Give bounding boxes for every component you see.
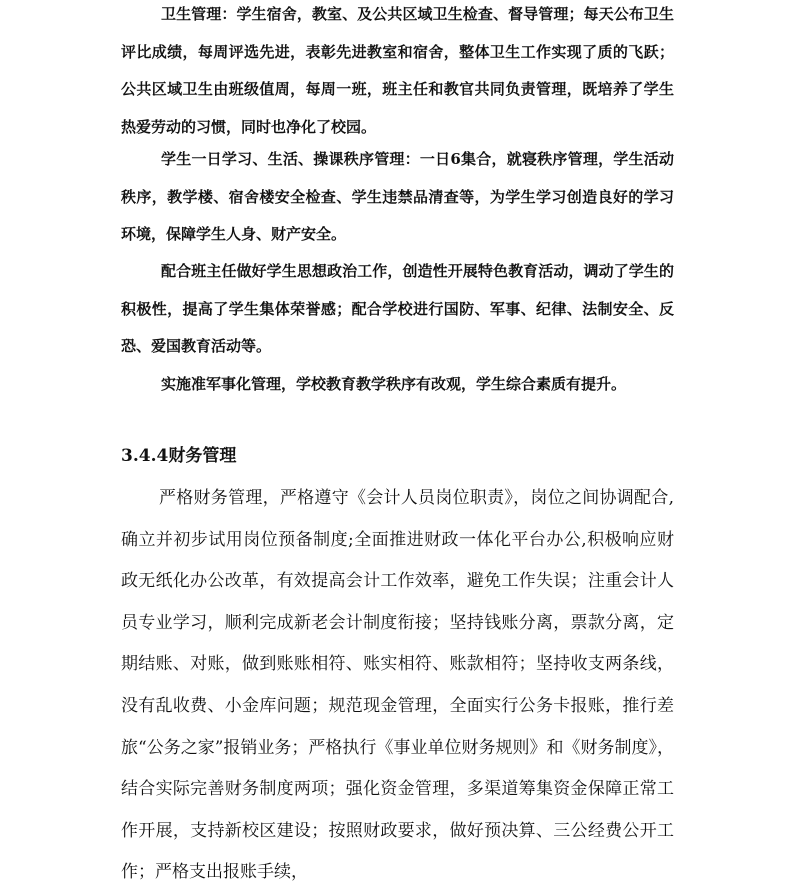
section-heading-finance: 3.4.4财务管理 <box>121 446 237 466</box>
paragraph-ideological-education: 配合班主任做好学生思想政治工作，创造性开展特色教育活动，调动了学生的积极性，提高了学生集体荣誉感；配合学校进行国防、军事、纪律、法制安全、反恐、爱国教育活动等。 <box>121 262 674 355</box>
paragraph-military-management: 实施准军事化管理，学校教育教学秩序有改观，学生综合素质有提升。 <box>161 375 627 393</box>
paragraph-finance-body: 严格财务管理，严格遵守《会计人员岗位职责》，岗位之间协调配合,确立并初步试用岗位预备制度;全面推进财政一体化平台办公,积极响应财政无纸化办公改革，有效提高会计工作效率，避免工作失误；注重会计人员专业学习，顺利完成新老会计制度衔接；坚持钱账分离，票款分离，定期结账、对账，做到账账相符、账实相符、账款相符；坚持收支两条线，没有乱收费、小金库问题；规范现金管理，全面实行公务卡报账，推行差旅“公务之家”报销业务；严格执行《事业单位财务规则》和《财务制度》，结合实际完善财务制度两项；强化资金管理，多渠道筹集资金保障正常工作开展，支持新校区建设；按照财政要求，做好预决算、三公经费公开工作；严格支出报账手续， <box>121 488 674 883</box>
paragraph-hygiene-management: 卫生管理：学生宿舍，教室、及公共区域卫生检查、督导管理；每天公布卫生评比成绩，每周评选先进，表彰先进教室和宿舍，整体卫生工作实现了质的飞跃；公共区域卫生由班级值周，每周一班，班主任和教官共同负责管理，既培养了学生热爱劳动的习惯，同时也净化了校园。 <box>121 5 674 136</box>
paragraph-daily-order-management: 学生一日学习、生活、操课秩序管理：一日6集合，就寝秩序管理，学生活动秩序，教学楼、宿舍楼安全检查、学生违禁品清查等，为学生学习创造良好的学习环境，保障学生人身、财产安全。 <box>121 150 674 243</box>
